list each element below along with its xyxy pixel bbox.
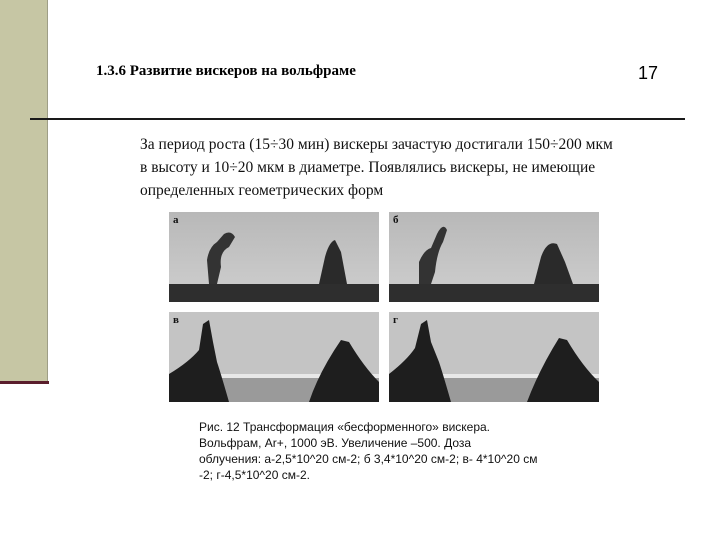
panel-label-g: г [393,314,398,326]
figure-caption [199,419,609,483]
sidebar-decoration [0,0,47,384]
title-divider [30,118,685,120]
panel-label-v: в [173,314,179,326]
body-paragraph: За период роста (15÷30 мин) вискеры зачастую достигали 150÷200 мкм в высоту и 10÷20 мкм в диаметре. Появлялись вискеры, не имеющие определенных геометрических форм [140,136,613,199]
caption-line: Рис. 12 Трансформация «бесформенного» вискера. [199,420,491,434]
panel-label-b: б [393,214,399,226]
caption-line: -2; г-4,5*10^20 см-2. [199,468,310,482]
page-number: 17 [638,63,659,83]
caption-line: Вольфрам, Ar+, 1000 эВ. Увеличение –500. Доза [199,436,472,450]
vertical-rule [47,0,48,384]
photo-panel-d [389,312,599,402]
photo-panel-a [169,212,379,302]
sidebar-accent-line [0,381,49,384]
photo-panel-b [389,212,599,302]
caption-line: облучения: а-2,5*10^20 см-2; б 3,4*10^20 см-2; в- 4*10^20 см [199,452,538,466]
panel-label-a: а [173,214,179,226]
figure-photos [169,212,601,408]
slide-title: 1.3.6 Развитие вискеров на вольфраме [96,63,356,79]
photo-panel-c [169,312,379,402]
